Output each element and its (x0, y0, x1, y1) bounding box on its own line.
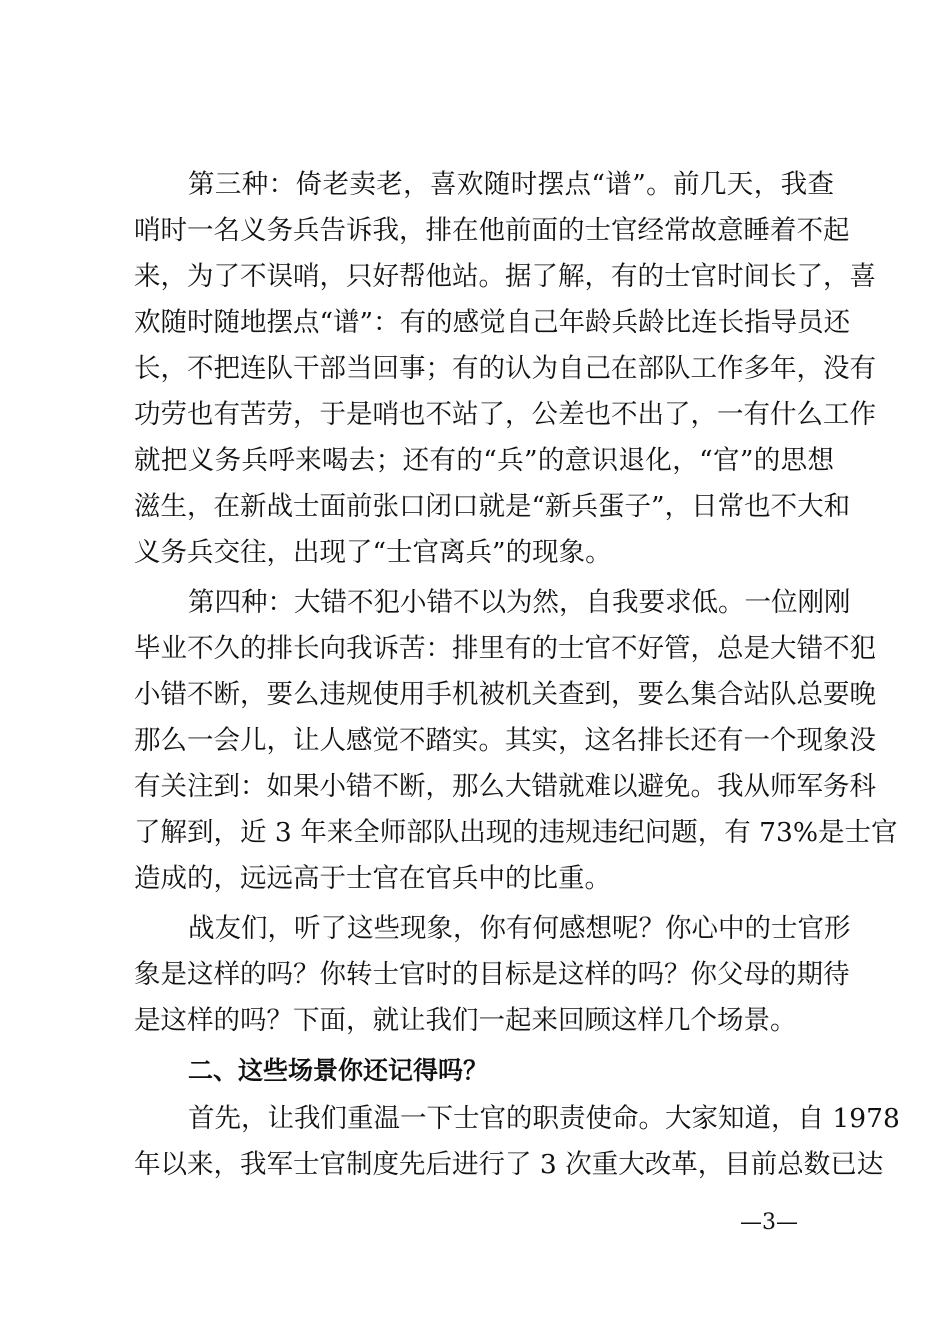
paragraph-4-line-7: 造成的，远远高于士官在官兵中的比重。 (134, 863, 611, 894)
paragraph-6-line-2: 年以来，我军士官制度先后进行了 3 次重大改革，目前总数已达 (134, 1149, 884, 1180)
paragraph-6-line-1: 首先，让我们重温一下士官的职责使命。大家知道，自 1978 (188, 1103, 900, 1134)
paragraph-3-line-6: 功劳也有苦劳，于是哨也不站了，公差也不出了，一有什么工作 (134, 399, 876, 430)
paragraph-4-line-2: 毕业不久的排长向我诉苦：排里有的士官不好管，总是大错不犯 (134, 633, 876, 664)
paragraph-3-line-8: 滋生，在新战士面前张口闭口就是“新兵蛋子”，日常也不大和 (134, 491, 851, 522)
paragraph-4-line-4: 那么一会儿，让人感觉不踏实。其实，这名排长还有一个现象没 (134, 725, 876, 756)
paragraph-3-line-4: 欢随时随地摆点“谱”：有的感觉自己年龄兵龄比连长指导员还 (134, 307, 851, 338)
paragraph-4-line-5: 有关注到：如果小错不断，那么大错就难以避免。我从师军务科 (134, 771, 876, 802)
paragraph-4-line-3: 小错不断，要么违规使用手机被机关查到，要么集合站队总要晚 (134, 679, 876, 710)
paragraph-3-line-9: 义务兵交往，出现了“士官离兵”的现象。 (134, 537, 612, 568)
paragraph-5-line-1: 战友们，听了这些现象，你有何感想呢？你心中的士官形 (188, 913, 851, 944)
section-heading: 二、这些场景你还记得吗？ (188, 1056, 489, 1085)
paragraph-5-line-3: 是这样的吗？下面，就让我们一起来回顾这样几个场景。 (134, 1005, 797, 1036)
paragraph-3-line-3: 来，为了不误哨，只好帮他站。据了解，有的士官时间长了，喜 (134, 261, 876, 292)
paragraph-3-line-1: 第三种：倚老卖老，喜欢随时摆点“谱”。前几天，我查 (188, 169, 834, 200)
paragraph-5-line-2: 象是这样的吗？你转士官时的目标是这样的吗？你父母的期待 (134, 959, 850, 990)
paragraph-4-line-1: 第四种：大错不犯小错不以为然，自我要求低。一位刚刚 (188, 587, 851, 618)
paragraph-3-line-5: 长，不把连队干部当回事；有的认为自己在部队工作多年，没有 (134, 353, 876, 384)
paragraph-3-line-2: 哨时一名义务兵告诉我，排在他前面的士官经常故意睡着不起 (134, 215, 850, 246)
page-number: —3— (740, 1210, 798, 1235)
paragraph-4-line-6: 了解到，近 3 年来全师部队出现的违规违纪问题，有 73%是士官 (134, 817, 898, 848)
paragraph-3-line-7: 就把义务兵呼来喝去；还有的“兵”的意识退化，“官”的思想 (134, 445, 834, 476)
